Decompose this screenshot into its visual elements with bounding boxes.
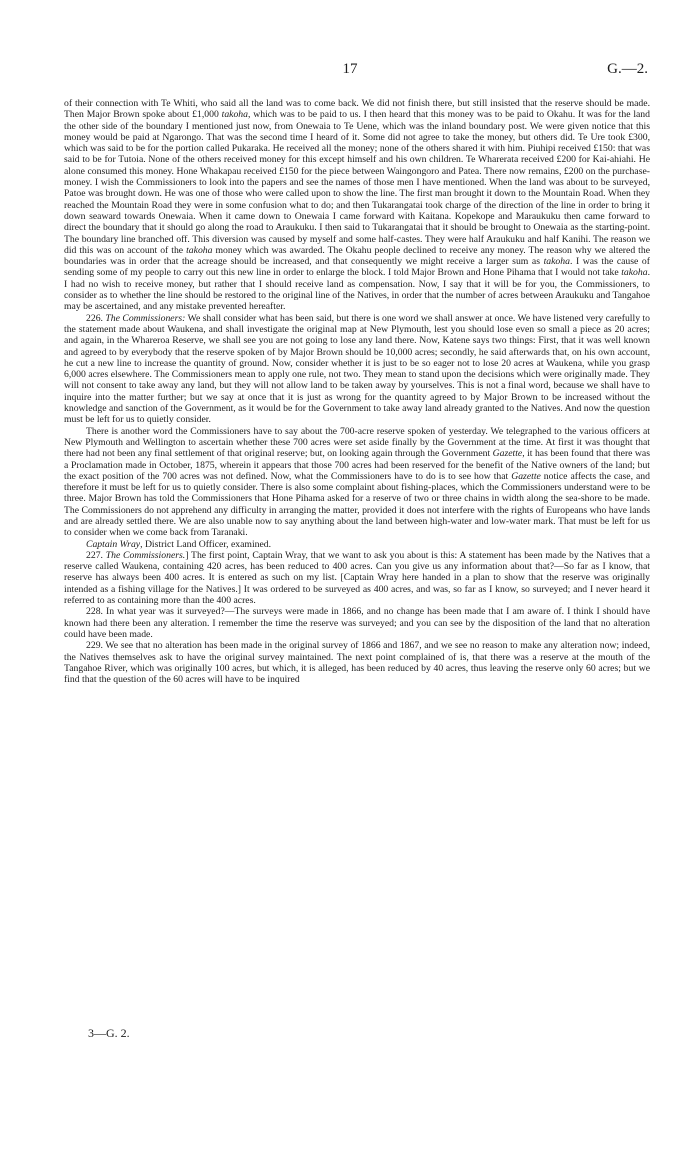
paragraph [64, 550, 650, 606]
text-run: notice affects the case, and therefore it must be left for us to quietly consider. There is also some complaint about fishing-places, which the Commissioners understand were to be three. Major Brown has told the Commissioners that Hone Pihama asked for a reserve of two or three chains in width along the sea-shore to be made. The Commissioners do not apprehend any difficulty in arranging the matter, provided it does not interfere with the rights of Europeans who have lands and are already settled there. We are also unable now to say anything about the land between high-water and low-water mark. That must be left for us to consider when we come back from Taranaki. [64, 470, 650, 539]
paragraph [64, 313, 650, 426]
text-run: 228. In what year was it surveyed?—The surveys were made in 1866, and no change has been made that I am aware of. I think I should have known had there been any alteration. I remember the time the reserve was surveyed; and you can see by the disposition of the land that no alteration could have been made. [64, 606, 650, 640]
paragraph [64, 98, 650, 313]
text-run: . I was the cause of sending some of my people to carry out this new line in order to enlarge the block. I told Major Brown and Hone Pihama that I would not take [64, 256, 650, 279]
italic-text: Gazette [511, 470, 541, 482]
text-run: 229. We see that no alteration has been made in the original survey of 1866 and 1867, and we see no reason to make any alteration now; indeed, the Natives themselves ask to have the original survey maintained. The next point complained of is, that there was a reserve at the mouth of the Tangahoe River, which was originally 100 acres, but which, it is alleged, has been reduced by 40 acres, thus leaving the reserve only 60 acres; but we find that the question of the 60 acres will have to be inquired [64, 640, 650, 686]
paragraph [64, 640, 650, 685]
page-number: 17 [342, 61, 358, 77]
paragraph [64, 539, 650, 550]
text-run: , which was to be paid to us. I then heard that this money was to be paid to Okahu. It was for the land the other side of the boundary I mentioned just now, from Onewaia to Te Uene, which was the inland boundary post. We were given notice that this money would be paid at Ngarongo. That was the second time I heard of it. Some did not agree to take the money, but others did. Te Ure took £300, which was said to be for the portion called Pukaraka. He received all the money; none of the others shared it with him. Piuhipi received £150: that was said to be for Tutoia. None of the others received money for this except himself and his own children. Te Wharerata received £200 for Kai-ahiahi. He alone consumed this money. Hone Whakapau received £150 for the piece between Waingongoro and Patea. There now remains, £200 on the purchase-money. I wish the Commissioners to look into the papers and see the names of those men I have mentioned. When the land was about to be surveyed, Patoe was brought down. He was one of those who were called upon to show the line. The first man brought it down to the Mountain Road. When they reached the Mountain Road they were in some confusion what to do; and then Tukarangatai took charge of the direction of the line in order to bring it down seaward towards Onewaia. When it came down to Onewaia I came forward with Kaitana. Kopekope and Maraukuku then came forward to direct the boundary that it should go along the road to Araukuku. I then said to Tukarangatai that it should be brought to Onewaia as the starting-point. The boundary line branched off. This diversion was caused by myself and some half-castes. They were half Araukuku and half Kanihi. The reason we did this was on account of the [64, 109, 650, 256]
italic-text: Captain Wray [86, 538, 141, 550]
italic-text: takoha [543, 256, 570, 268]
italic-text: Gazette [492, 448, 523, 460]
document-reference: G.—2. [607, 61, 648, 77]
text-run: We shall consider what has been said, but there is one word we shall answer at once. We have listened very carefully to the statement made about Waukena, and shall investigate the original map at New Plymouth, lest you should lose even so small a piece as 20 acres; and again, in the Whareroa Reserve, we shall see you are not going to lose any land there. Now, Katene says two things: First, that it was well known and agreed to by everybody that the reserve spoken of by Major Brown should be 10,000 acres; secondly, he said afterwards that, on his own account, he cut a new line to increase the quantity of ground. Now, consider whether it is just to be so eager not to lose 20 acres at Waukena, while you grasp 6,000 acres elsewhere. The Commissioners mean to apply one rule, not two. They mean to stand upon the decisions which were originally made. They will not consent to take away any land, but they will not allow land to be taken away by yourselves. This is not a final word, because we shall have to inquire into the matter further; but we say at once that it is just as wrong for the quantity agreed to by Major Brown to be increased without the knowledge and sanction of the Government, as it would be for the Government to take away land already granted to the Natives. And now the question must be left for us to quietly consider. [64, 312, 651, 426]
text-run: 227. [86, 549, 106, 561]
text-run: ] The first point, Captain Wray, that we want to ask you about is this: A statement has been made by the Natives that a reserve called Waukena, containing 420 acres, has been reduced to 400 acres. Can you give us any information about that?—So far as I know, that reserve has always been 400 acres. It is entered as such on my list. [Captain Wray here handed in a plan to show that the reserve was originally intended as a fishing village for the Natives.] It was ordered to be surveyed as 400 acres, and was, so far as I know, so surveyed; and I never heard it referred to as containing more than the 400 acres. [64, 549, 651, 607]
italic-text: takoha [221, 109, 248, 121]
printer-signature: 3—G. 2. [88, 1026, 130, 1040]
body-text [64, 98, 650, 685]
italic-text: takoha [186, 244, 213, 256]
text-run: money which was awarded. The Okahu people declined to receive any money. The reason why we altered the boundaries was in order that the acreage should be increased, and that consequently we might receive a larger sum as [64, 244, 651, 268]
text-run: , it has been found that there was a Proclamation made in October, 1875, wherein it appears that those 700 acres had been reserved for the benefit of the Native owners of the land; but the exact position of the 700 acres was not defined. Now, what the Commissioners have to do is to see how that [64, 448, 650, 482]
text-run: 226. [86, 312, 106, 324]
paragraph [64, 426, 650, 539]
text-run: There is another word the Commissioners have to say about the 700-acre reserve spoken of yesterday. We telegraphed to the various officers at New Plymouth and Wellington to ascertain whether these 700 acres were set aside finally by the Government at the time. At first it was thought that there had not been any final settlement of that original reserve; but, on looking again through the Government [64, 425, 650, 460]
italic-text: The Commissioners. [105, 549, 186, 561]
italic-text: takoha [621, 267, 648, 279]
italic-text: The Commissioners: [105, 312, 186, 324]
paragraph [64, 606, 650, 640]
text-run: of their connection with Te Whiti, who said all the land was to come back. We did not finish there, but still insisted that the reserve should be made. Then Major Brown spoke about £1,000 [64, 98, 650, 121]
text-run: . I had no wish to receive money, but rather that I should receive land as compensation. Now, I say that it will be for you, the Commissioners, to consider as to whether the line should be restored to the original line of the Natives, in order that the number of acres between Araukuku and Tangahoe may be ascertained, and any mistake prevented hereafter. [64, 267, 650, 313]
text-run: , District Land Officer, examined. [140, 538, 272, 550]
